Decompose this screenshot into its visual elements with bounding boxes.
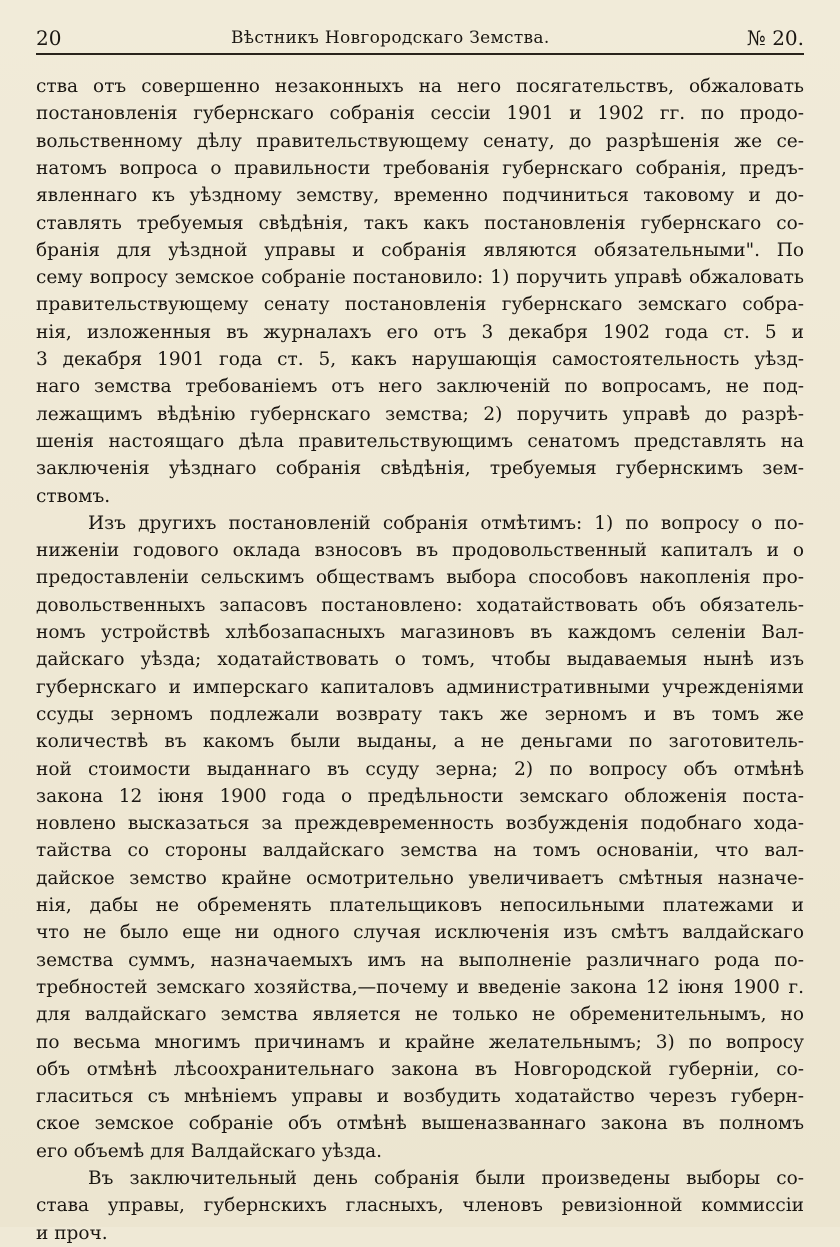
text-line: вольственному дѣлу правительствующему сенату, до разрѣшенія же се- <box>36 130 804 152</box>
text-line: предоставленіи сельскимъ обществамъ выбора способовъ накопленія про- <box>36 567 804 589</box>
text-line: что не было еще ни одного случая исключенія изъ смѣтъ валдайскаго <box>36 922 804 944</box>
text-line: тайства со стороны валдайскаго земства на томъ основаніи, что вал- <box>36 840 804 862</box>
text-line: нія, дабы не обременять плательщиковъ непосильными платежами и <box>36 895 804 916</box>
text-line: земства суммъ, назначаемыхъ имъ на выполненіе различнаго рода по- <box>36 949 804 971</box>
text-line: закона 12 іюня 1900 года о предѣльности земскаго обложенія поста- <box>36 785 804 807</box>
text-line: дайское земство крайне осмотрительно увеличиваетъ смѣтныя назначе- <box>36 867 804 889</box>
page-number: 20 <box>36 26 62 50</box>
text-line: гласиться съ мнѣніемъ управы и возбудить ходатайство черезъ губерн- <box>36 1086 804 1108</box>
text-line: довольственныхъ запасовъ постановлено: ходатайствовать объ обязатель- <box>36 594 804 616</box>
text-line: номъ устройствѣ хлѣбозапасныхъ магазиновъ въ каждомъ селеніи Вал- <box>36 622 804 643</box>
issue-number: № 20. <box>746 26 804 50</box>
text-line: новлено высказаться за преждевременность возбужденія подобнаго хода- <box>36 813 804 835</box>
text-line: нія, изложенныя въ журналахъ его отъ 3 декабря 1902 года ст. 5 и <box>36 321 804 343</box>
text-line: Изъ другихъ постановленій собранія отмѣтимъ: 1) по вопросу о по- <box>88 512 804 534</box>
text-line: ставлять требуемыя свѣдѣнія, такъ какъ постановленія губернскаго со- <box>36 212 804 234</box>
text-line: ства отъ совершенно незаконныхъ на него посягательствъ, обжаловать <box>36 76 804 97</box>
text-line: дайскаго уѣзда; ходатайствовать о томъ, чтобы выдаваемыя нынѣ изъ <box>36 649 804 671</box>
text-line: ниженіи годового оклада взносовъ въ продовольственный капиталъ и о <box>36 540 804 562</box>
text-line: и проч. <box>36 1222 108 1244</box>
text-line: явленнаго къ уѣздному земству, временно подчиниться таковому и до- <box>36 185 804 207</box>
text-line: ной стоимости выданнаго въ ссуду зерна; 2) по вопросу объ отмѣнѣ <box>36 758 804 780</box>
text-line: шенія настоящаго дѣла правительствующимъ сенатомъ представлять на <box>36 430 804 452</box>
text-line: объ отмѣнѣ лѣсоохранительнаго закона въ Новгородской губерніи, со- <box>36 1058 804 1080</box>
text-line: правительствующему сенату постановленія губернскаго земскаго собра- <box>36 294 804 316</box>
header-rule <box>36 53 804 55</box>
text-line: бранія для уѣздной управы и собранія являются обязательными". По <box>36 239 804 261</box>
text-line: натомъ вопроса о правильности требованія губернскаго собранія, предъ- <box>36 157 804 179</box>
text-line: постановленія губернскаго собранія сессіи 1901 и 1902 гг. по продо- <box>36 103 804 125</box>
text-line: губернскаго и имперскаго капиталовъ административными учрежденіями <box>36 676 804 698</box>
text-line: его объемѣ для Валдайскаго уѣзда. <box>36 1140 382 1162</box>
text-line: для валдайскаго земства является не только не обременительнымъ, но <box>36 1004 804 1026</box>
text-line: требностей земскаго хозяйства,—почему и введеніе закона 12 іюня 1900 г. <box>36 976 804 998</box>
text-line: сему вопросу земское собраніе постановило: 1) поручить управѣ обжаловать <box>36 267 804 289</box>
text-line: количествѣ въ какомъ были выданы, а не деньгами по заготовитель- <box>36 731 804 753</box>
text-line: заключенія уѣзднаго собранія свѣдѣнія, требуемыя губернскимъ зем- <box>36 458 804 480</box>
text-line: 3 декабря 1901 года ст. 5, какъ нарушающія самостоятельность уѣзд- <box>36 349 804 370</box>
text-line: ское земское собраніе объ отмѣнѣ вышеназваннаго закона въ полномъ <box>36 1113 804 1135</box>
text-line: лежащимъ вѣдѣнію губернскаго земства; 2) поручить управѣ до разрѣ- <box>36 403 804 425</box>
text-line: Въ заключительный день собранія были произведены выборы со- <box>88 1168 804 1189</box>
journal-title: Вѣстникъ Новгородскаго Земства. <box>231 28 550 48</box>
text-line: ствомъ. <box>36 485 111 507</box>
text-line: по весьма многимъ причинамъ и крайне желательнымъ; 3) по вопросу <box>36 1031 804 1053</box>
text-line: става управы, губернскихъ гласныхъ, членовъ ревизіонной коммиссіи <box>36 1195 804 1217</box>
text-line: наго земства требованіемъ отъ него заключеній по вопросамъ, не под- <box>36 376 804 398</box>
text-line: ссуды зерномъ подлежали возврату такъ же зерномъ и въ томъ же <box>36 703 804 725</box>
page-header <box>36 26 804 50</box>
